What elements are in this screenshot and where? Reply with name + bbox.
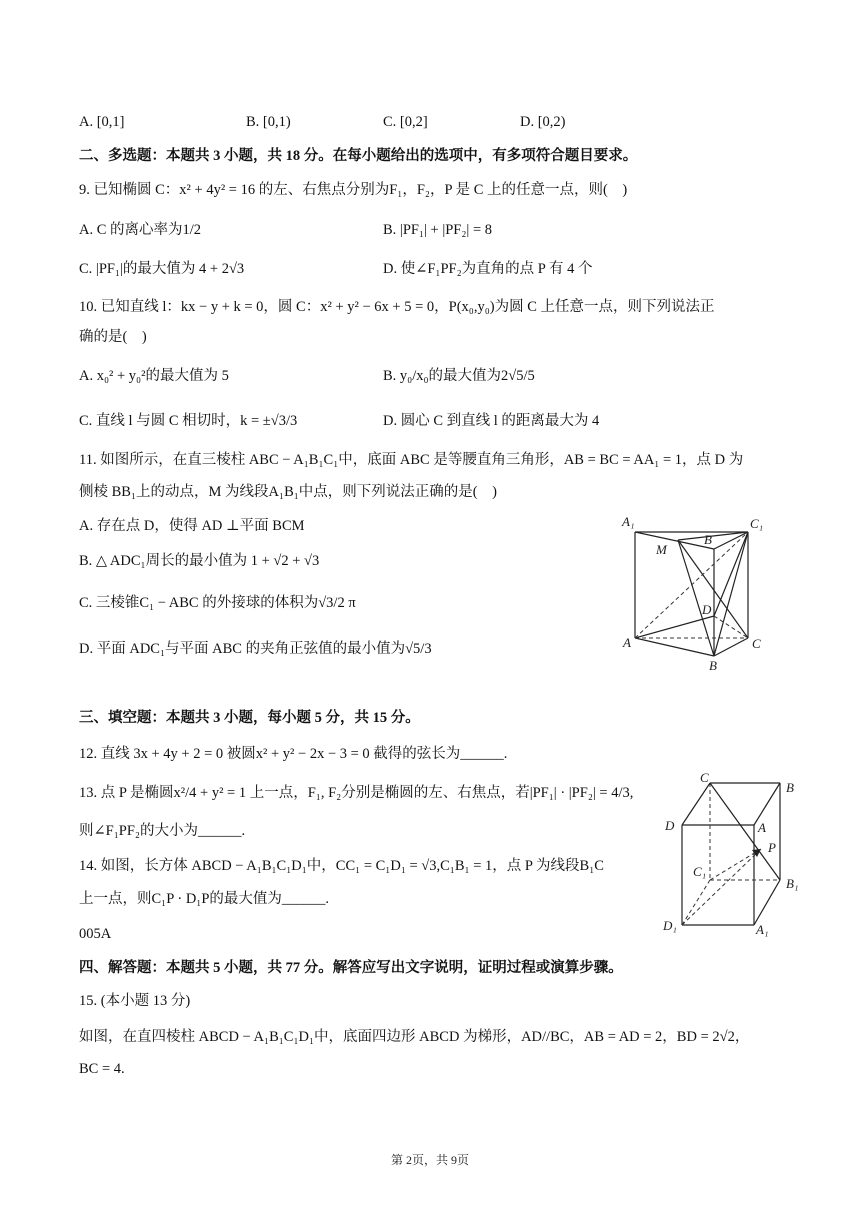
page-footer: 第 2页，共 9页 xyxy=(390,1153,469,1167)
q8-option-a: A. [0,1] xyxy=(79,114,125,130)
label-A1: A₁ xyxy=(756,922,769,937)
q15-line2: BC = 4. xyxy=(79,1061,125,1077)
label-D: D xyxy=(702,602,712,617)
q8-option-c: C. [0,2] xyxy=(383,114,428,130)
section2-title: 二、多选题：本题共 3 小题，共 18 分。在每小题给出的选项中，有多项符合题目要求。 xyxy=(79,148,638,164)
q8-option-d: D. [0,2) xyxy=(520,114,566,130)
label-D1: D₁ xyxy=(663,918,677,933)
q12-text: 12. 直线 3x + 4y + 2 = 0 被圆x² + y² − 2x − 3 = 0 截得的弦长为______. xyxy=(79,746,508,762)
q11-option-a: A. 存在点 D，使得 AD ⊥平面 BCM xyxy=(79,518,305,534)
label-B: B xyxy=(786,780,794,795)
label-C: C xyxy=(752,636,761,651)
label-B: B xyxy=(709,658,717,673)
q10-option-a: A. x₀² + y₀²的最大值为 5 xyxy=(79,368,229,384)
q14-line2: 上一点，则C₁P · D₁P的最大值为______. xyxy=(79,891,330,907)
q11-option-c: C. 三棱锥C₁ − ABC 的外接球的体积为√3/2 π xyxy=(79,595,356,611)
q9-option-d: D. 使∠F₁PF₂为直角的点 P 有 4 个 xyxy=(383,261,593,277)
q15-line1: 如图，在直四棱柱 ABCD − A₁B₁C₁D₁中，底面四边形 ABCD 为梯形，AD//BC，AB = AD = 2，BD = 2√2， xyxy=(79,1029,750,1045)
q11-stem-line2: 侧棱 BB₁上的动点，M 为线段A₁B₁中点，则下列说法正确的是( ) xyxy=(79,484,497,500)
label-C1: C₁ xyxy=(693,864,707,879)
label-D: D xyxy=(665,818,675,833)
q9-stem: 9. 已知椭圆 C：x² + 4y² = 16 的左、右焦点分别为F₁，F₂，P 是 C 上的任意一点，则( ) xyxy=(79,182,628,198)
cuboid-figure xyxy=(660,770,810,940)
section3-title: 三、填空题：本题共 3 小题，每小题 5 分，共 15 分。 xyxy=(79,710,420,726)
q11-stem-line1: 11. 如图所示，在直三棱柱 ABC − A₁B₁C₁中，底面 ABC 是等腰直角三角形，AB = BC = AA₁ = 1，点 D 为 xyxy=(79,452,744,468)
section4-title: 四、解答题：本题共 5 小题，共 77 分。解答应写出文字说明，证明过程或演算步骤。 xyxy=(79,960,623,976)
label-C: C xyxy=(700,770,709,785)
q10-stem-line2: 确的是( ) xyxy=(79,329,147,345)
q14-line1: 14. 如图，长方体 ABCD − A₁B₁C₁D₁中，CC₁ = C₁D₁ = √3,C₁B₁ = 1，点 P 为线段B₁C xyxy=(79,858,604,874)
label-P: P xyxy=(768,840,776,855)
label-A: A xyxy=(623,635,631,650)
q13-line1: 13. 点 P 是椭圆x²/4 + y² = 1 上一点，F₁, F₂分别是椭圆的左、右焦点，若|PF₁| · |PF₂| = 4/3, xyxy=(79,785,634,801)
q9-option-a: A. C 的离心率为1/2 xyxy=(79,222,202,238)
q10-option-d: D. 圆心 C 到直线 l 的距离最大为 4 xyxy=(383,413,600,429)
q13-line2: 则∠F₁PF₂的大小为______. xyxy=(79,823,246,839)
q11-option-b: B. △ ADC₁周长的最小值为 1 + √2 + √3 xyxy=(79,553,320,569)
label-C1: C₁ xyxy=(750,516,764,531)
label-B1: B₁ xyxy=(786,876,799,891)
q9-option-b: B. |PF₁| + |PF₂| = 8 xyxy=(383,222,493,238)
label-A: A xyxy=(758,820,766,835)
q15-header: 15. (本小题 13 分) xyxy=(79,993,191,1009)
q10-option-c: C. 直线 l 与圆 C 相切时，k = ±√3/3 xyxy=(79,413,298,429)
label-B-top: B xyxy=(704,532,712,547)
code-005a: 005A xyxy=(79,926,112,942)
q10-option-b: B. y₀/x₀的最大值为2√5/5 xyxy=(383,368,535,384)
prism-figure xyxy=(618,508,778,678)
q10-stem-line1: 10. 已知直线 l：kx − y + k = 0，圆 C：x² + y² − 6x + 5 = 0，P(x₀,y₀)为圆 C 上任意一点，则下列说法正 xyxy=(79,299,715,315)
label-A1: A₁ xyxy=(622,514,635,529)
q9-option-c: C. |PF₁|的最大值为 4 + 2√3 xyxy=(79,261,245,277)
label-M: M xyxy=(656,542,667,557)
q8-option-b: B. [0,1) xyxy=(246,114,291,130)
q11-option-d: D. 平面 ADC₁与平面 ABC 的夹角正弦值的最小值为√5/3 xyxy=(79,641,432,657)
